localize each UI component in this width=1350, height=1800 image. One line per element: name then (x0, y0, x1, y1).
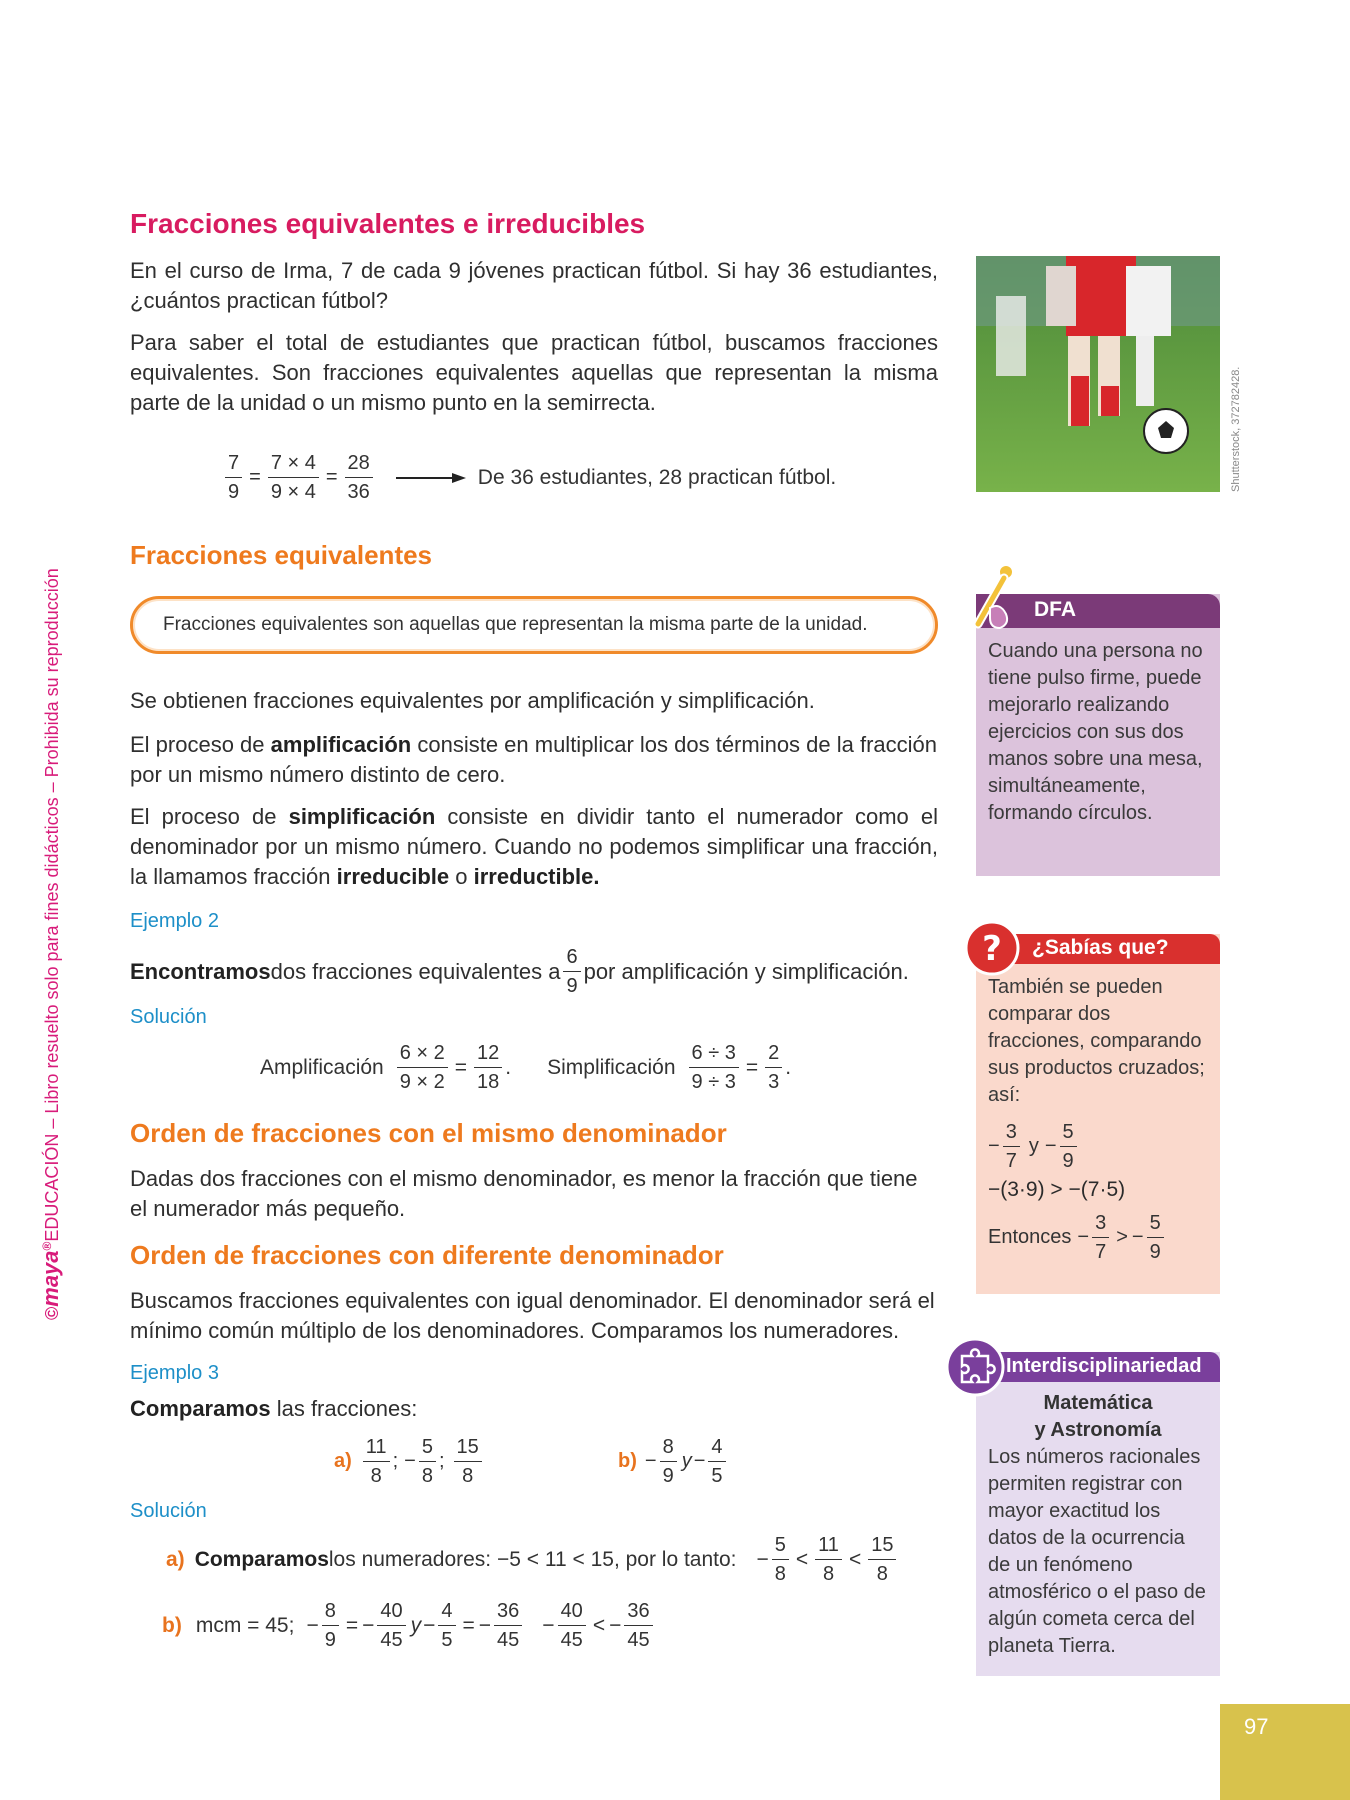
registered-symbol: ® (40, 1241, 54, 1251)
equals-sign: = (325, 466, 338, 488)
intro-paragraph-2: Para saber el total de estudiantes que practican fútbol, buscamos fracciones equivalentes. Son fracciones equivalentes aquellas que representan la misma parte de la unidad o un mismo punto en la semirrecta. (130, 330, 938, 415)
definition-text: Fracciones equivalentes son aquellas que representan la misma parte de la unidad. (163, 614, 868, 635)
fraction: $\frac{3}{7}$ (1092, 1212, 1109, 1263)
fraction: $\frac{8}{9}$ (322, 1600, 339, 1651)
dfa-box (976, 594, 1220, 876)
equals-sign: = (249, 466, 261, 488)
photo-credit: Shutterstock, 372782428. (1230, 366, 1242, 492)
fraction: $\frac{6 \div 3}{9 \div 3}$ (689, 1042, 739, 1093)
soccer-photo (976, 256, 1220, 492)
fraction: $\frac{3}{7}$ (1003, 1121, 1020, 1172)
copyright-symbol: © (42, 1306, 62, 1320)
sabias-header: ¿Sabías que? (976, 934, 1220, 964)
fraction: $\frac{36}{45}$ (624, 1600, 652, 1651)
section-heading-diff-denominator: Orden de fracciones con diferente denominador (130, 1240, 724, 1270)
amplificacion-label: Amplificación (260, 1055, 384, 1079)
sabias-box (976, 934, 1220, 1294)
page-number: 97 (1220, 1704, 1350, 1800)
fraction: $\frac{8}{9}$ (660, 1436, 677, 1487)
interdisciplinariedad-header: Interdisciplinariedad (976, 1352, 1220, 1382)
fraction: $\frac{2}{3}$ (765, 1042, 782, 1093)
svg-text:?: ? (982, 929, 1002, 969)
simplificacion-label: Simplificación (547, 1055, 676, 1079)
interdisciplinariedad-text: Los números racionales permiten registrar con mayor exactitud los datos de la ocurrencia de un fenómeno atmosférico o el paso de algún cometa cerca del planeta Tierra. (988, 1446, 1206, 1657)
copyright-text: EDUCACIÓN – Libro resuelto solo para fines didácticos – Prohibida su reproducción (42, 568, 62, 1242)
paragraph-same-denominator: Dadas dos fracciones con el mismo denominador, es menor la fracción que tiene el numerador más pequeño. (130, 1166, 918, 1221)
fraction: $\frac{11}{8}$ (363, 1436, 390, 1487)
fraction: $\frac{5}{8}$ (419, 1436, 436, 1487)
sabias-conclusion: Entonces − $\frac{3}{7}$ > − $\frac{5}{9}$ (976, 1212, 1220, 1263)
solution-a: a) Comparamos los numeradores: −5 < 11 < 15, por lo tanto: − $\frac{5}{8}$ < $\frac{11}{8}$ < $\frac{15}{8}$ (166, 1534, 899, 1585)
intro-paragraph-1: En el curso de Irma, 7 de cada 9 jóvenes practican fútbol. Si hay 36 estudiantes, ¿cuántos practican fútbol? (130, 258, 938, 313)
dfa-text: Cuando una persona no tiene pulso firme, puede mejorarlo realizando ejercicios con sus dos manos sobre una mesa, simultáneamente, formando círculos. (988, 640, 1203, 824)
fraction: $\frac{40}{45}$ (377, 1600, 405, 1651)
example-2-solution-label: Solución (130, 1006, 207, 1028)
fraction: $\frac{5}{9}$ (1060, 1121, 1077, 1172)
pencil-hand-icon (970, 562, 1026, 632)
equation-result: De 36 estudiantes, 28 practican fútbol. (477, 465, 837, 489)
page-title: Fracciones equivalentes e irreducibles (130, 208, 646, 239)
sabias-text: También se pueden comparar dos fracciones, comparando sus productos cruzados; así: (988, 976, 1205, 1106)
fraction: $\frac{15}{8}$ (454, 1436, 482, 1487)
fraction: $\frac{11}{8}$ (815, 1534, 842, 1585)
fraction: $\frac{6 \times 2}{9 \times 2}$ (397, 1042, 448, 1093)
fraction: $\frac{40}{45}$ (558, 1600, 586, 1651)
fraction: $\frac{7}{9}$ (225, 452, 242, 503)
definition-box (130, 596, 938, 654)
brand-logo: maya (38, 1250, 63, 1307)
paragraph-diff-denominator: Buscamos fracciones equivalentes con igual denominador. El denominador será el mínimo común múltiplo de los denominadores. Comparamos los numeradores. (130, 1288, 935, 1343)
fraction: $\frac{28}{36}$ (345, 452, 373, 503)
exercise-a: a) $\frac{11}{8}$ ; − $\frac{5}{8}$ ; $\frac{15}{8}$ (334, 1436, 485, 1487)
sabias-fractions: − $\frac{3}{7}$ y − $\frac{5}{9}$ (976, 1121, 1220, 1172)
exercise-b: b) − $\frac{8}{9}$ y − $\frac{4}{5}$ (618, 1436, 729, 1487)
interdisciplinariedad-box (976, 1352, 1220, 1676)
example-3-statement: Comparamos las fracciones: (130, 1396, 418, 1421)
fraction: $\frac{36}{45}$ (494, 1600, 522, 1651)
arrow-right-icon (396, 471, 466, 485)
paragraph-simplificacion: El proceso de simplificación consiste en dividir tanto el numerador como el denominador por un mismo número. Cuando no podemos simplificar una fracción, la llamamos fracción irreducible o irreductible. (130, 804, 939, 889)
fraction: $\frac{5}{8}$ (772, 1534, 789, 1585)
fraction: $\frac{4}{5}$ (708, 1436, 725, 1487)
fraction: $\frac{4}{5}$ (438, 1600, 455, 1651)
paragraph-obtencion: Se obtienen fracciones equivalentes por amplificación y simplificación. (130, 688, 815, 713)
fraction: $\frac{12}{18}$ (474, 1042, 502, 1093)
example-3-label: Ejemplo 3 (130, 1362, 219, 1384)
amplificacion-equation: Amplificación $\frac{6 \times 2}{9 \times 2}$ = $\frac{12}{18}$ . Simplificación $\frac{6 \div 3}{9 \div 3}$ = $\frac{2}{3}$ . (260, 1042, 792, 1093)
sabias-cross-products: −(3·9) > −(7·5) (988, 1178, 1126, 1201)
example-2-label: Ejemplo 2 (130, 910, 219, 932)
example-3-solution-label: Solución (130, 1500, 207, 1522)
fraction: $\frac{5}{9}$ (1147, 1212, 1164, 1263)
puzzle-icon (944, 1336, 1006, 1398)
section-heading-same-denominator: Orden de fracciones con el mismo denominador (130, 1118, 727, 1148)
section-heading-equivalentes: Fracciones equivalentes (130, 540, 433, 570)
solution-b: b) mcm = 45; − $\frac{8}{9}$ = − $\frac{40}{45}$ y − $\frac{4}{5}$ = − $\frac{36}{45}$ − $\frac{40}{45}$ < − $\frac{36}{45}$ (162, 1600, 656, 1651)
fraction: $\frac{6}{9}$ (563, 946, 580, 997)
vertical-copyright (38, 460, 64, 1320)
example-2-statement: Encontramos dos fracciones equivalentes a $\frac{6}{9}$ por amplificación y simplificación. (130, 946, 909, 997)
fraction: $\frac{15}{8}$ (868, 1534, 896, 1585)
question-icon (964, 918, 1022, 980)
paragraph-amplificacion: El proceso de amplificación consiste en multiplicar los dos términos de la fracción por un mismo número distinto de cero. (130, 732, 938, 787)
equation-7-9 (222, 452, 836, 503)
interdisciplinariedad-subtitle: Matemática y Astronomía (1034, 1392, 1162, 1441)
fraction: $\frac{7 \times 4}{9 \times 4}$ (268, 452, 319, 503)
dfa-header: DFA (976, 594, 1220, 628)
